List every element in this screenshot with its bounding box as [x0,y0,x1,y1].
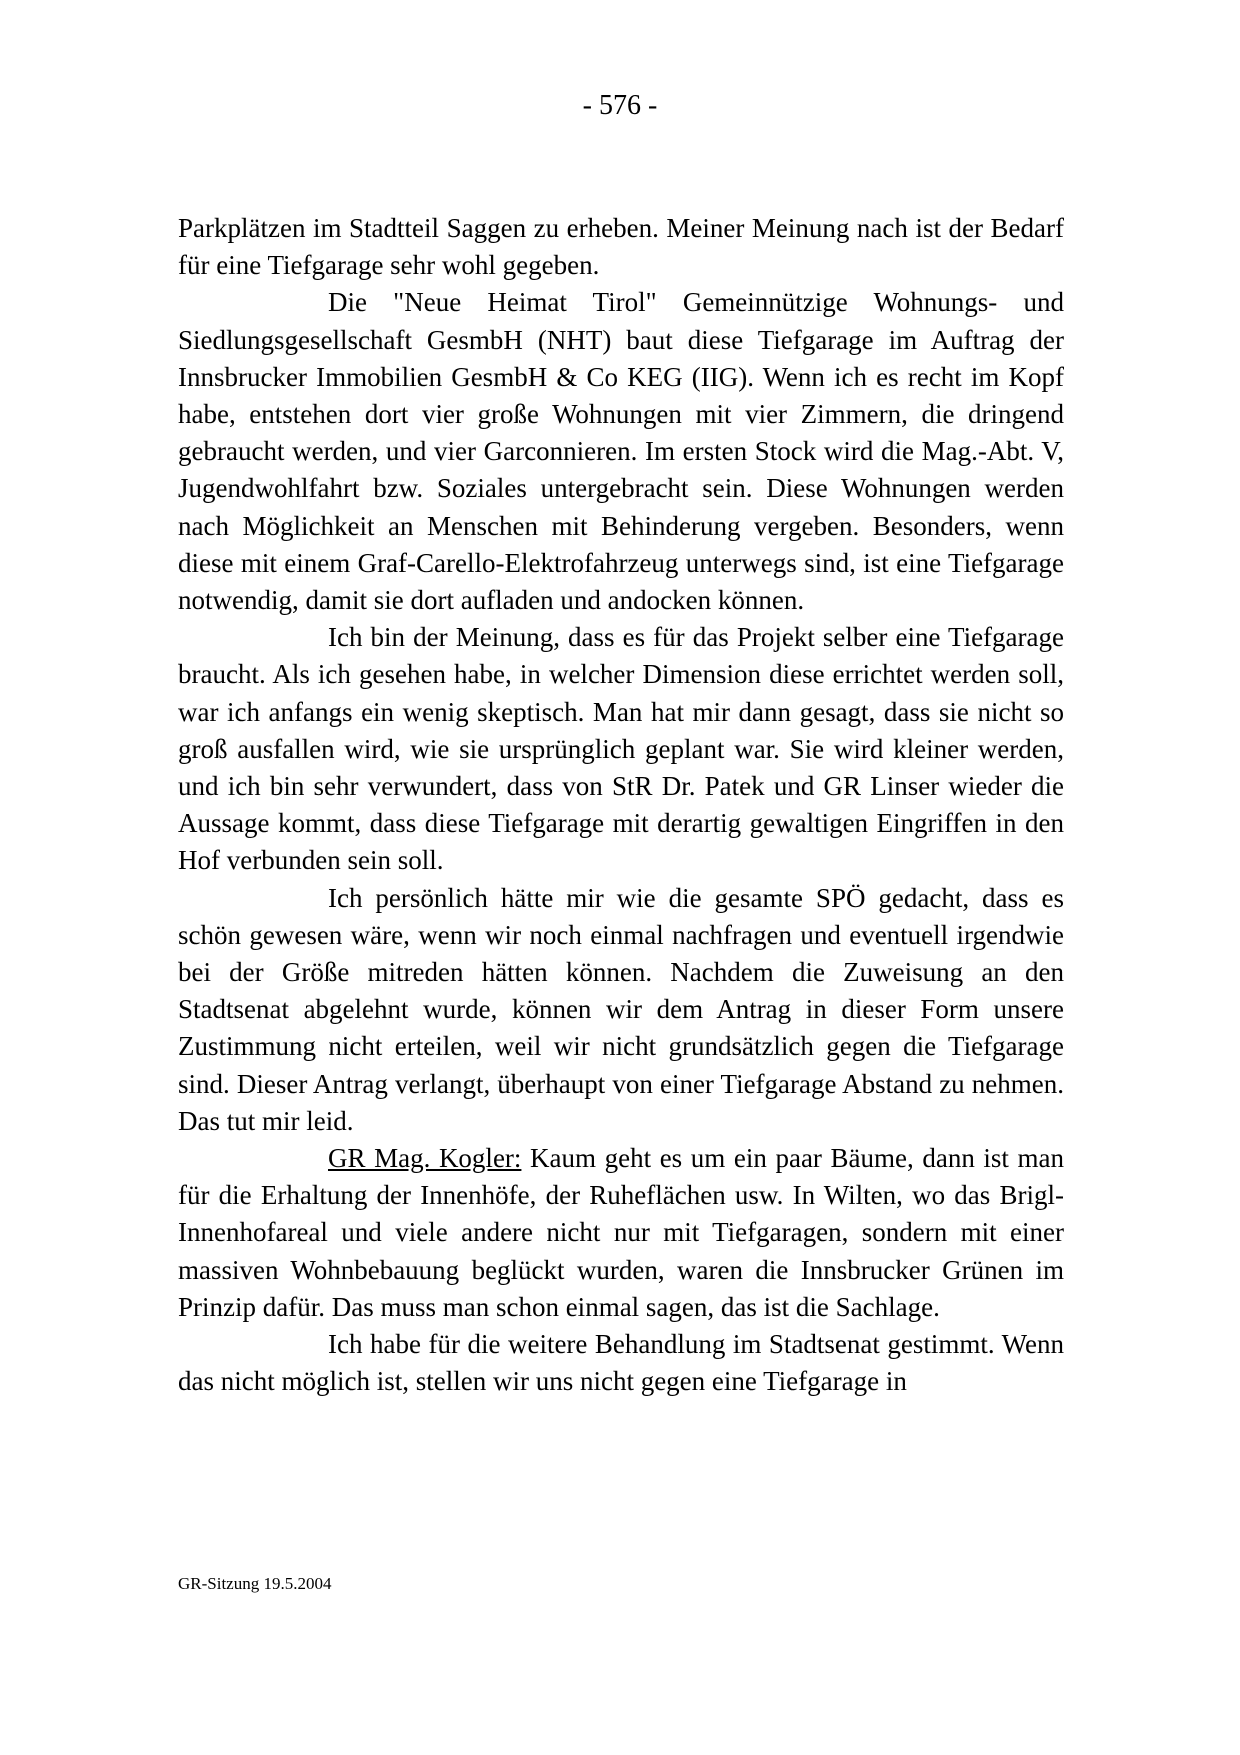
paragraph-opinion: Ich bin der Meinung, dass es für das Projekt selber eine Tiefgarage braucht. Als ich gesehen habe, in welcher Dimension diese errichtet werden soll, war ich anfangs ein wenig skeptisch. Man hat mir dann gesagt, dass sie nicht so groß ausfallen wird, wie sie ursprünglich geplant war. Sie wird kleiner werden, und ich bin sehr verwundert, dass von StR Dr. Patek und GR Linser wieder die Aussage kommt, dass diese Tiefgarage mit derartig gewaltigen Eingriffen in den Hof verbunden sein soll. [178,622,1064,876]
speaker-statement: Kaum geht es um ein paar Bäume, dann ist man für die Erhaltung der Innenhöfe, der Ruheflächen usw. In Wilten, wo das Brigl-Innenhofareal und viele andere nicht nur mit Tiefgaragen, sondern mit einer massiven Wohnbebauung beglückt wurden, waren die Innsbrucker Grünen im Prinzip dafür. Das muss man schon einmal sagen, das ist die Sachlage. [178,1143,1065,1322]
page-number: - 576 - [582,90,658,121]
paragraph-nht: Die "Neue Heimat Tirol" Gemeinnützige Wohnungs- und Siedlungsgesellschaft GesmbH (NHT) baut diese Tiefgarage im Auftrag der Innsbrucker Immobilien GesmbH & Co KEG (IIG). Wenn ich es recht im Kopf habe, entstehen dort vier große Wohnungen mit vier Zimmern, die dringend gebraucht werden, und vier Garconnieren. Im ersten Stock wird die Mag.-Abt. V, Jugendwohlfahrt bzw. Soziales untergebracht sein. Diese Wohnungen werden nach Möglichkeit an Menschen mit Behinderung vergeben. Besonders, wenn diese mit einem Graf-Carello-Elektrofahrzeug unterwegs sind, ist eine Tiefgarage notwendig, damit sie dort aufladen und andocken können. [178,287,1064,616]
paragraph-kogler [178,1140,1064,1326]
footer-session-date: GR-Sitzung 19.5.2004 [178,1574,332,1593]
paragraph-spoe: Ich persönlich hätte mir wie die gesamte SPÖ gedacht, dass es schön gewesen wäre, wenn wir noch einmal nachfragen und eventuell irgendwie bei der Größe mitreden hätten können. Nachdem die Zuweisung an den Stadtsenat abgelehnt wurde, können wir dem Antrag in dieser Form unsere Zustimmung nicht erteilen, weil wir nicht grundsätzlich gegen die Tiefgarage sind. Dieser Antrag verlangt, überhaupt von einer Tiefgarage Abstand zu nehmen. Das tut mir leid. [178,882,1064,1136]
speaker-name: GR Mag. Kogler: [328,1143,522,1174]
paragraph-continuation: Parkplätzen im Stadtteil Saggen zu erheben. Meiner Meinung nach ist der Bedarf für eine Tiefgarage sehr wohl gegeben. [178,213,1064,281]
paragraph-stadtsenat: Ich habe für die weitere Behandlung im Stadtsenat gestimmt. Wenn das nicht möglich ist, stellen wir uns nicht gegen eine Tiefgarage in [178,1329,1064,1397]
document-body [178,210,1064,1401]
